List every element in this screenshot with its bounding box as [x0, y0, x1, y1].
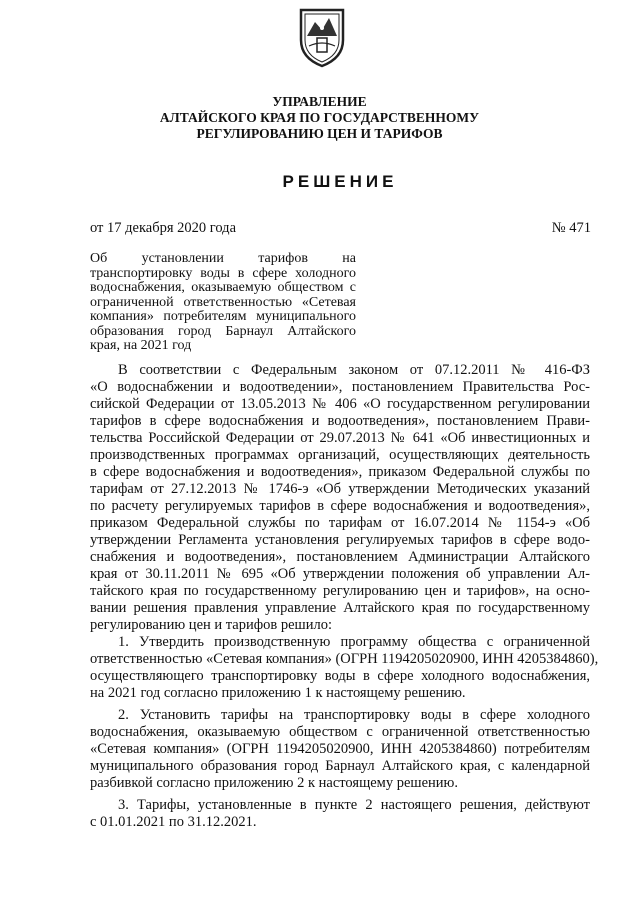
- body-line: по расчету регулируемых тарифов в сфере водоснабжения и водоотведения»,: [90, 498, 590, 514]
- document-date: от 17 декабря 2020 года: [90, 220, 236, 236]
- body-line: «Сетевая компания» (ОГРН 1194205020900, ИНН 4205384860) потребителям: [90, 741, 590, 757]
- body-line: с 01.01.2021 по 31.12.2021.: [90, 814, 257, 830]
- body-line: 2. Установить тарифы на транспортировку воды в сфере холодного: [118, 707, 590, 723]
- body-line: 1. Утвердить производственную программу общества с ограниченной: [118, 634, 590, 650]
- body-line: сийской Федерации от 13.05.2013 № 406 «О государственном регулировании: [90, 396, 590, 412]
- body-line: в сфере водоснабжения и водоотведения», приказом Федеральной службы по: [90, 464, 590, 480]
- body-line: водоснабжения, оказываемую обществом с ограниченной ответственностью: [90, 724, 590, 740]
- body-line: разбивкой согласно приложению 2 к настоящему решению.: [90, 775, 458, 791]
- body-line: края от 30.11.2011 № 695 «Об утверждении положения об управлении Ал-: [90, 566, 590, 582]
- body-line: «О водоснабжении и водоотведении», постановлением Правительства Рос-: [90, 379, 590, 395]
- org-name-line-2: АЛТАЙСКОГО КРАЯ ПО ГОСУДАРСТВЕННОМУ: [159, 110, 480, 125]
- body-line: производственных программах организаций, осуществляющих деятельность: [90, 447, 590, 463]
- body-line: снабжения и водоотведения», постановлением Администрации Алтайского: [90, 549, 590, 565]
- document-subject: Об установлении тарифов на транспортировку воды в сфере холодного водоснабжения, оказываемую обществом с ограниченной ответственностью «Сетевая компания» потребителям муниципального образования город Барнаул Алтайского края, на 2021 год: [90, 251, 356, 353]
- document-number: № 471: [551, 220, 591, 236]
- body-line: на 2021 год согласно приложению 1 к настоящему решению.: [90, 685, 466, 701]
- org-name-line-1: УПРАВЛЕНИЕ: [272, 94, 367, 109]
- document-title: РЕШЕНИЕ: [282, 172, 398, 191]
- body-line: ответственностью «Сетевая компания» (ОГРН 1194205020900, ИНН 4205384860),: [90, 651, 599, 667]
- body-line: осуществляющего транспортировку воды в сфере холодного водоснабжения,: [90, 668, 590, 684]
- body-line: В соответствии с Федеральным законом от 07.12.2011 № 416-ФЗ: [118, 362, 590, 378]
- body-line: тайского края по государственному регулированию цен и тарифов», на осно-: [90, 583, 590, 599]
- coat-of-arms-icon: [295, 6, 349, 68]
- body-line: приказом Федеральной службы по тарифам от 16.07.2014 № 1154-э «Об: [90, 515, 590, 531]
- body-line: утверждении Регламента установления регулируемых тарифов в сфере водо-: [90, 532, 590, 548]
- body-line: вании решения правления управление Алтайского края по государственному: [90, 600, 590, 616]
- body-line: муниципального образования город Барнаул Алтайского края, с календарной: [90, 758, 590, 774]
- body-line: 3. Тарифы, установленные в пункте 2 настоящего решения, действуют: [118, 797, 590, 813]
- body-line: регулированию цен и тарифов решило:: [90, 617, 332, 633]
- body-line: тельства Российской Федерации от 29.07.2013 № 641 «Об инвестиционных и: [90, 430, 590, 446]
- org-name-line-3: РЕГУЛИРОВАНИЮ ЦЕН И ТАРИФОВ: [196, 126, 443, 141]
- body-line: тарифам от 27.12.2013 № 1746-э «Об утверждении Методических указаний: [90, 481, 590, 497]
- body-line: тарифов в сфере водоснабжения и водоотведения», постановлением Прави-: [90, 413, 590, 429]
